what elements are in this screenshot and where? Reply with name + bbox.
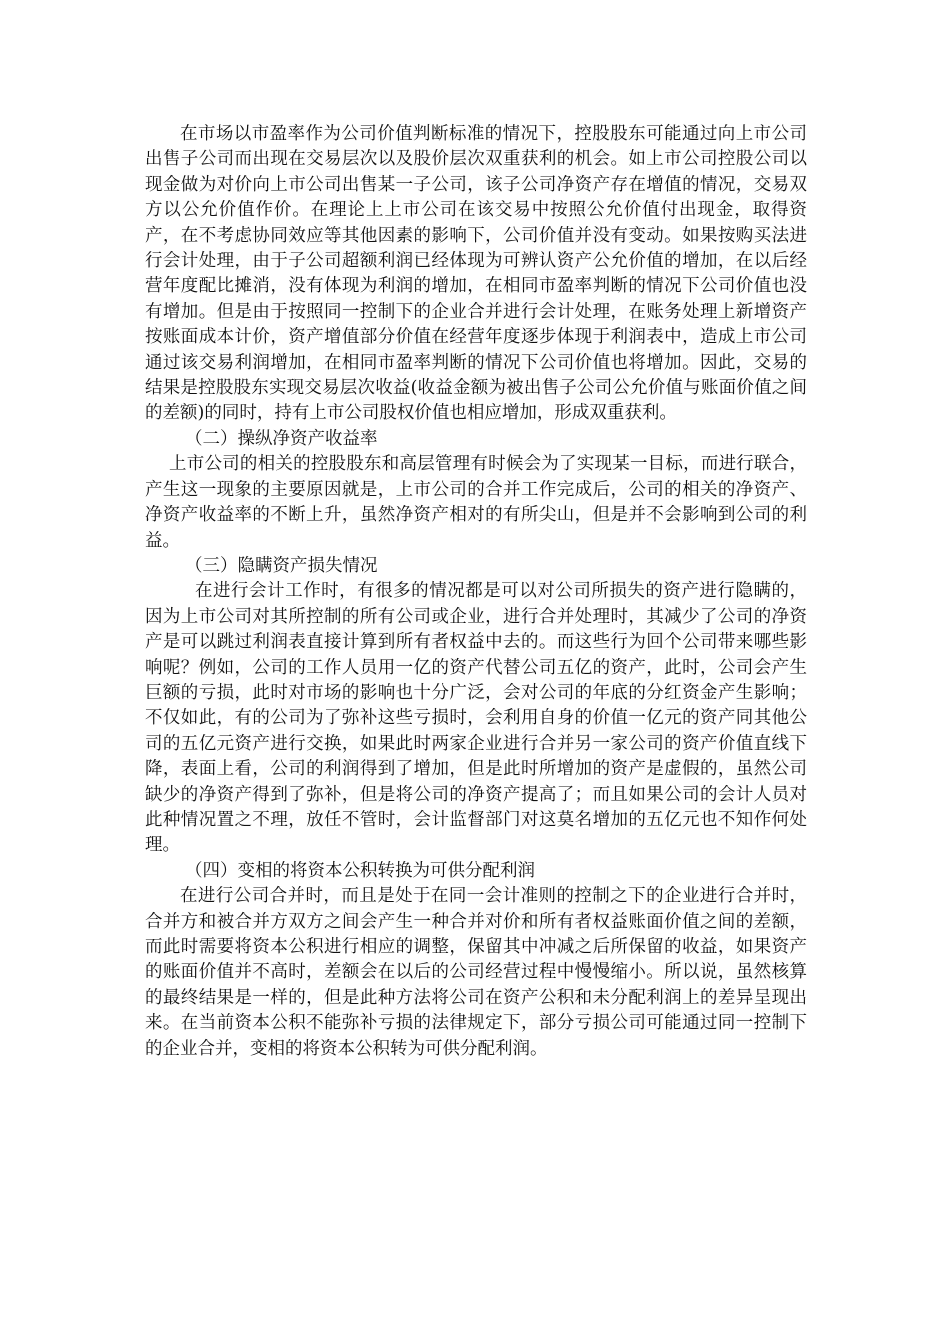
paragraph-capital-reserve-conversion: 在进行公司合并时，而且是处于在同一会计准则的控制之下的企业进行合并时，合并方和被合并方双方之间会产生一种合并对价和所有者权益账面价值之间的差额，而此时需要将资本公积进行相应的调整，保留其中冲减之后所保留的收益，如果资产的账面价值并不高时，差额会在以后的公司经营过程中慢慢缩小。所以说，虽然核算的最终结果是一样的，但是此种方法将公司在资产公积和未分配利润上的差异呈现出来。在当前资本公积不能弥补亏损的法律规定下，部分亏损公司可能通过同一控制下的企业合并，变相的将资本公积转为可供分配利润。 xyxy=(145,886,807,1059)
heading-conceal-asset-loss: （三）隐瞒资产损失情况 xyxy=(185,555,378,576)
paragraph-conceal-asset-loss: 在进行会计工作时，有很多的情况都是可以对公司所损失的资产进行隐瞒的，因为上市公司对其所控制的所有公司或企业，进行合并处理时，其减少了公司的净资产是可以跳过利润表直接计算到所有者权益中去的。而这些行为回个公司带来哪些影响呢？例如，公司的工作人员用一亿的资产代替公司五亿的资产，此时，公司会产生巨额的亏损，此时对市场的影响也十分广泛，会对公司的年底的分红资金产生影响；不仅如此，有的公司为了弥补这些亏损时，会利用自身的价值一亿元的资产同其他公司的五亿元资产进行交换，如果此时两家企业进行合并另一家公司的资产价值直线下降，表面上看，公司的利润得到了增加，但是此时所增加的资产是虚假的，虽然公司缺少的净资产得到了弥补，但是将公司的净资产提高了；而且如果公司的会计人员对此种情况置之不理，放任不管时，会计监督部门对这莫名增加的五亿元也不知作何处理。 xyxy=(145,581,807,856)
paragraph-market-pe-ratio: 在市场以市盈率作为公司价值判断标准的情况下，控股股东可能通过向上市公司出售子公司而出现在交易层次以及股价层次双重获利的机会。如上市公司控股公司以现金做为对价向上市公司出售某一子公司，该子公司净资产存在增值的情况，交易双方以公允价值作价。在理论上上市公司在该交易中按照公允价值付出现金，取得资产，在不考虑协同效应等其他因素的影响下，公司价值并没有变动。如果按购买法进行会计处理，由于子公司超额利润已经体现为可辨认资产公允价值的增加，在以后经营年度配比摊消，没有体现为利润的增加，在相同市盈率判断的情况下公司价值也没有增加。但是由于按照同一控制下的企业合并进行会计处理，在账务处理上新增资产按账面成本计价，资产增值部分价值在经营年度逐步体现于利润表中，造成上市公司通过该交易利润增加，在相同市盈率判断的情况下公司价值也将增加。因此，交易的结果是控股股东实现交易层次收益(收益金额为被出售子公司公允价值与账面价值之间的差额)的同时，持有上市公司股权价值也相应增加，形成双重获利。 xyxy=(145,124,807,424)
heading-manipulate-roe: （二）操纵净资产收益率 xyxy=(185,428,378,449)
paragraph-manipulate-roe: 上市公司的相关的控股股东和高层管理有时候会为了实现某一目标，而进行联合，产生这一现象的主要原因就是，上市公司的合并工作完成后，公司的相关的净资产、净资产收益率的不断上升，虽然净资产相对的有所尖山，但是并不会影响到公司的利益。 xyxy=(145,454,807,551)
document-page xyxy=(145,122,807,1062)
heading-capital-reserve-conversion: （四）变相的将资本公积转换为可供分配利润 xyxy=(185,860,535,881)
